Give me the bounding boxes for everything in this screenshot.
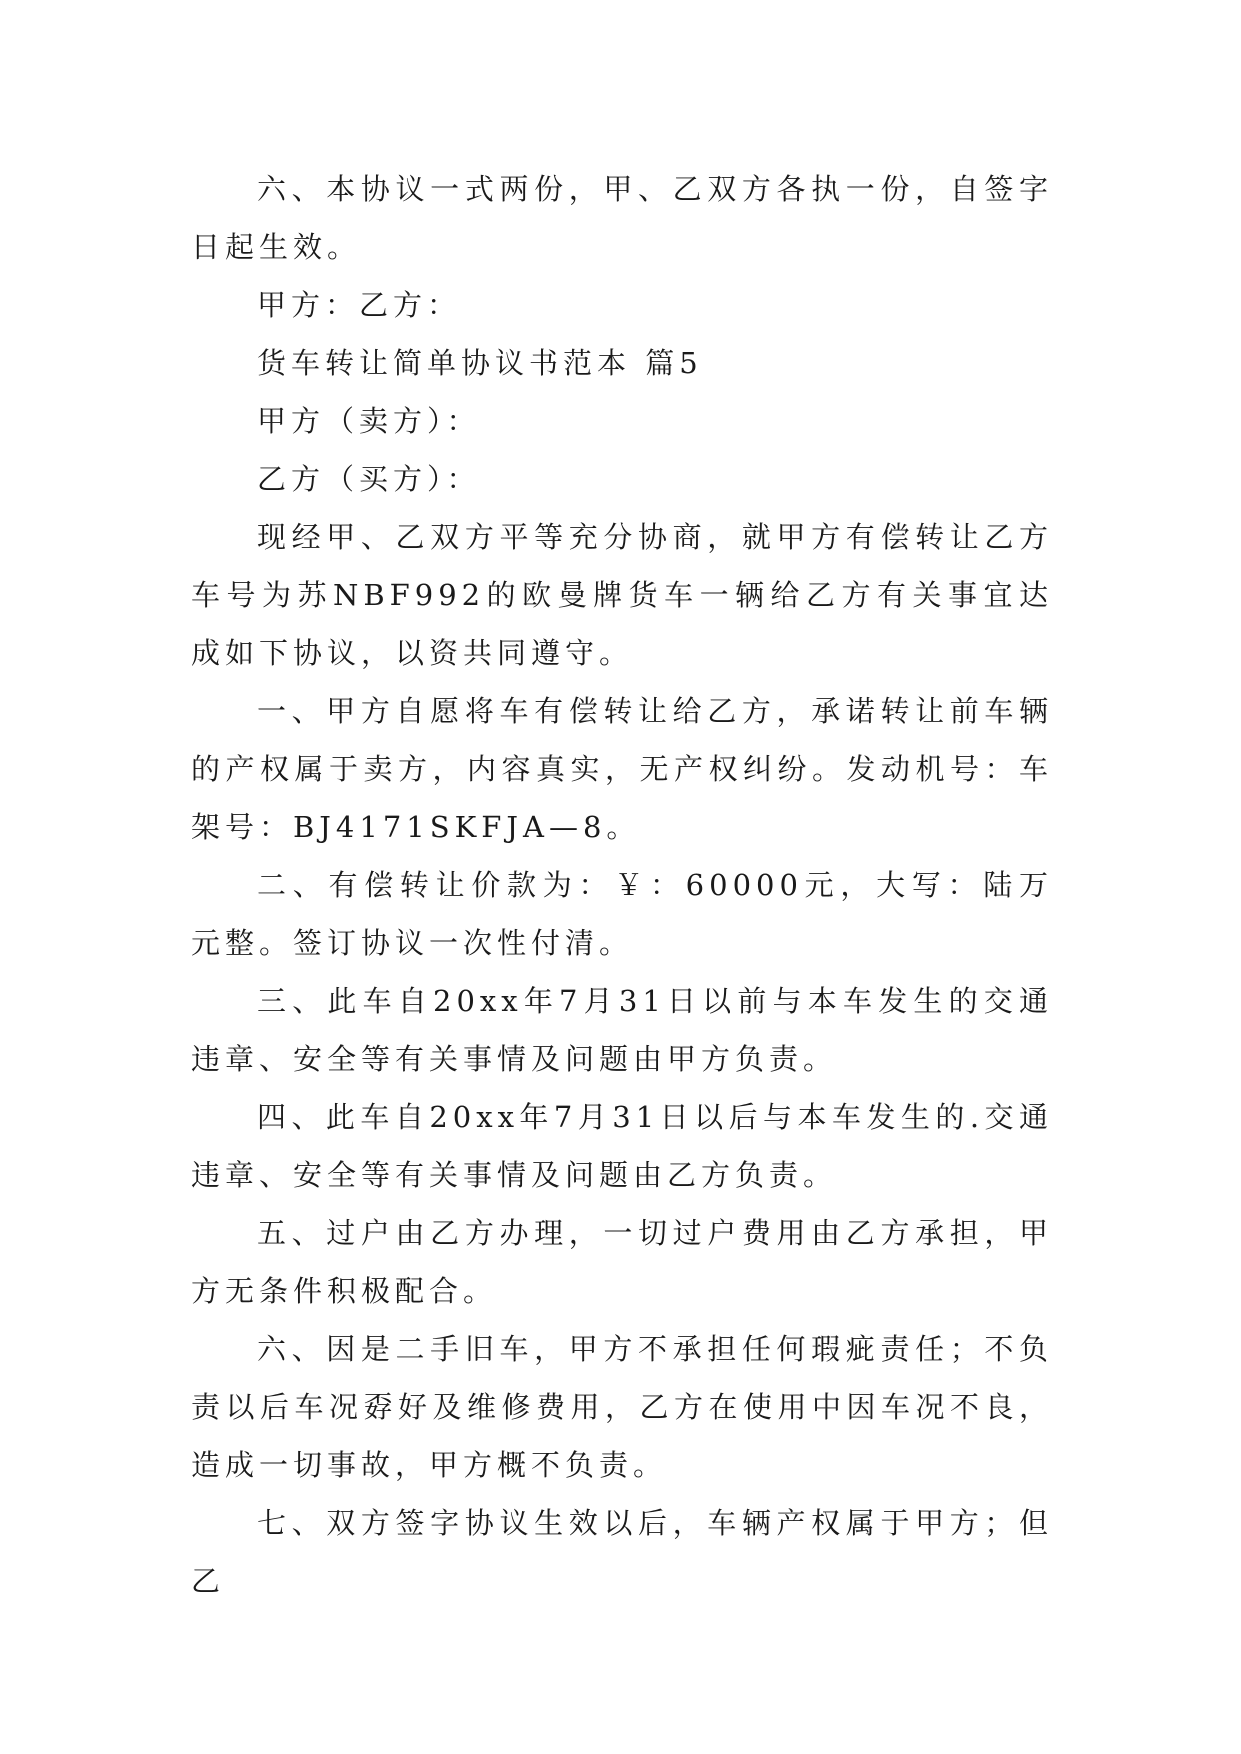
preamble-paragraph: 现经甲、乙双方平等充分协商，就甲方有偿转让乙方车号为苏NBF992的欧曼牌货车一辆给乙方有关事宜达成如下协议，以资共同遵守。 (191, 520, 1053, 670)
section-title: 货车转让简单协议书范本 篇5 (257, 346, 703, 380)
party-b-buyer: 乙方（买方）： (257, 462, 481, 496)
clause-six-copies: 六、本协议一式两份，甲、乙双方各执一份，自签字日起生效。 (191, 172, 1053, 264)
party-a-seller: 甲方（卖方）： (257, 404, 481, 438)
clause-three: 三、此车自20xx年7月31日以前与本车发生的交通违章、安全等有关事情及问题由甲方负责。 (191, 984, 1053, 1076)
clause-five: 五、过户由乙方办理，一切过户费用由乙方承担，甲方无条件积极配合。 (191, 1216, 1053, 1308)
document-body (191, 160, 1053, 1610)
signature-parties-line: 甲方：乙方： (257, 288, 462, 322)
clause-seven: 七、双方签字协议生效以后，车辆产权属于甲方；但乙 (191, 1506, 1053, 1598)
clause-four: 四、此车自20xx年7月31日以后与本车发生的.交通违章、安全等有关事情及问题由乙方负责。 (191, 1100, 1053, 1192)
clause-six-defects: 六、因是二手旧车，甲方不承担任何瑕疵责任；不负责以后车况孬好及维修费用，乙方在使用中因车况不良，造成一切事故，甲方概不负责。 (191, 1332, 1053, 1482)
clause-two-price: 二、有偿转让价款为：￥：60000元，大写：陆万元整。签订协议一次性付清。 (191, 868, 1053, 960)
clause-one: 一、甲方自愿将车有偿转让给乙方，承诺转让前车辆的产权属于卖方，内容真实，无产权纠纷。发动机号：车架号：BJ4171SKFJA—8。 (191, 694, 1053, 844)
